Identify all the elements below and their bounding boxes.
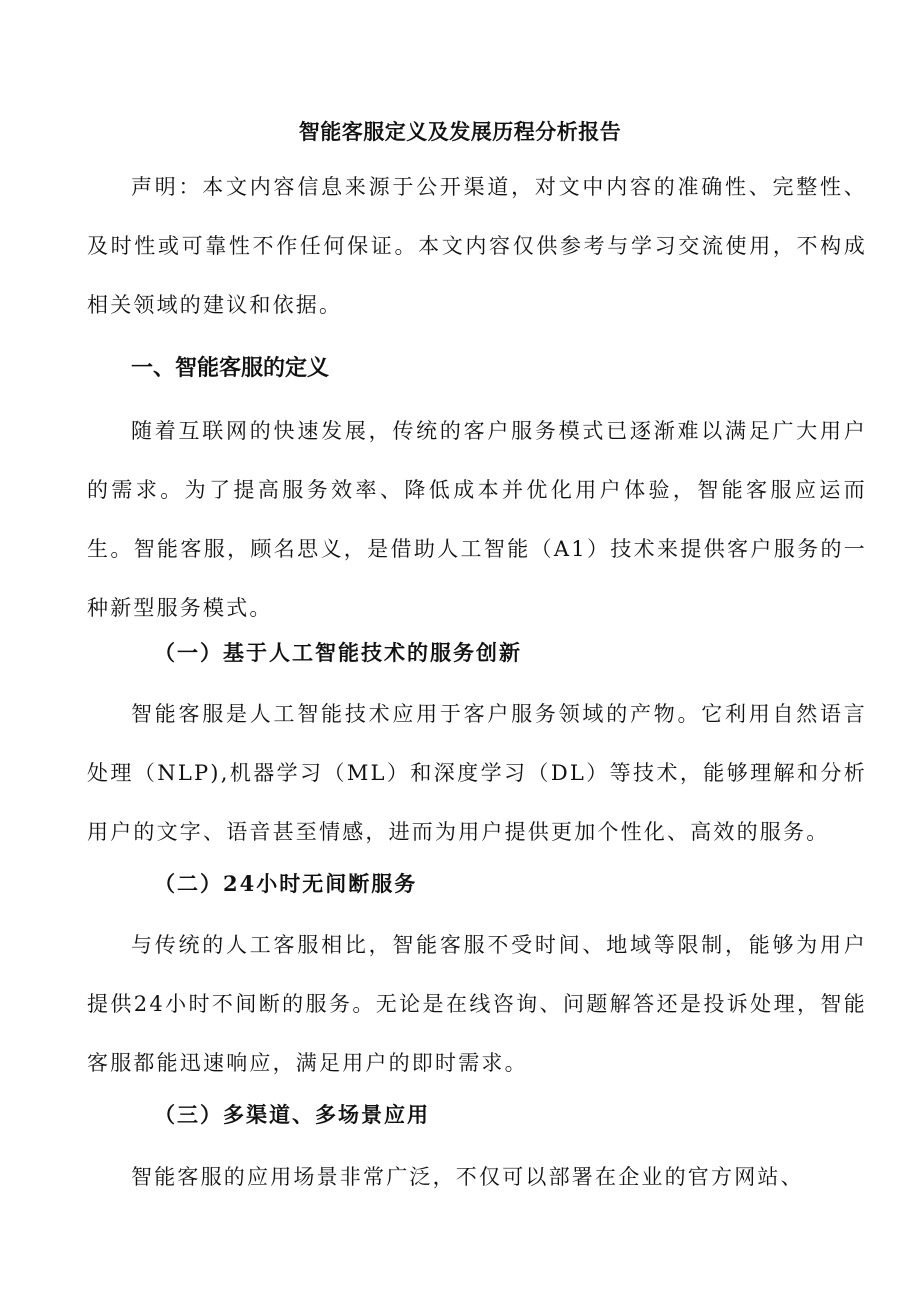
24h-service-paragraph: 与传统的人工客服相比，智能客服不受时间、地域等限制，能够为用户提供24小时不间断的服务。无论是在线咨询、问题解答还是投诉处理，智能客服都能迅速响应，满足用户的即时需求。: [87, 933, 867, 1075]
disclaimer-paragraph: 声明：本文内容信息来源于公开渠道，对文中内容的准确性、完整性、及时性或可靠性不作任何保证。本文内容仅供参考与学习交流使用，不构成相关领域的建议和依据。: [87, 175, 867, 317]
subsection-heading-24h-service: （二）24小时无间断服务: [154, 871, 418, 896]
section-heading-definition: 一、智能客服的定义: [131, 356, 330, 381]
subsection-heading-multichannel: （三）多渠道、多场景应用: [154, 1103, 430, 1127]
document-title: 智能客服定义及发展历程分析报告: [298, 120, 622, 144]
ai-innovation-paragraph: 智能客服是人工智能技术应用于客户服务领域的产物。它利用自然语言处理（NLP),机器学习（ML）和深度学习（DL）等技术，能够理解和分析用户的文字、语音甚至情感，进而为用户提供更加个性化、高效的服务。: [87, 702, 867, 844]
subsection-heading-ai-innovation: （一）基于人工智能技术的服务创新: [154, 640, 522, 665]
multichannel-paragraph: 智能客服的应用场景非常广泛，不仅可以部署在企业的官方网站、: [131, 1165, 804, 1189]
intro-paragraph: 随着互联网的快速发展，传统的客户服务模式已逐渐难以满足广大用户的需求。为了提高服务效率、降低成本并优化用户体验，智能客服应运而生。智能客服，顾名思义，是借助人工智能（A1）技术来提供客户服务的一种新型服务模式。: [87, 419, 867, 620]
